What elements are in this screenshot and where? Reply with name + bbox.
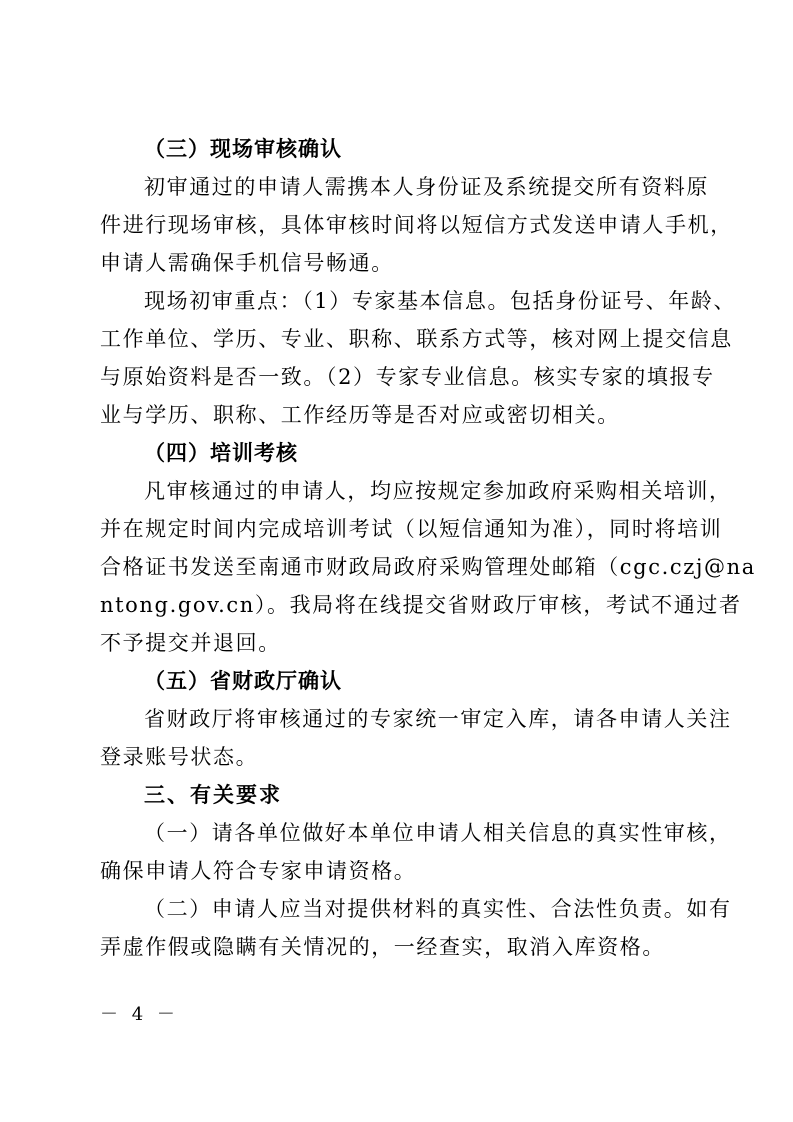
section-heading-onsite-review: （三）现场审核确认: [144, 137, 342, 161]
paragraph-line: 工作单位、学历、专业、职称、联系方式等，核对网上提交信息: [100, 327, 733, 351]
paragraph-line: 件进行现场审核，具体审核时间将以短信方式发送申请人手机，: [100, 213, 733, 237]
paragraph-line: （二）申请人应当对提供材料的真实性、合法性负责。如有: [144, 897, 732, 921]
paragraph-line: 登录账号状态。: [100, 745, 259, 769]
paragraph-line: （一）请各单位做好本单位申请人相关信息的真实性审核，: [144, 821, 732, 845]
paragraph-line: 现场初审重点：（1）专家基本信息。包括身份证号、年龄、: [144, 289, 737, 313]
section-heading-training: （四）培训考核: [144, 441, 298, 465]
paragraph-line: 业与学历、职称、工作经历等是否对应或密切相关。: [100, 403, 620, 427]
paragraph-line: 合格证书发送至南通市财政局政府采购管理处邮箱（cgc.czj@na: [100, 555, 756, 579]
paragraph-line: 不予提交并退回。: [100, 631, 281, 655]
paragraph-line: 凡审核通过的申请人，均应按规定参加政府采购相关培训，: [144, 479, 732, 503]
part-heading-requirements: 三、有关要求: [144, 783, 282, 807]
paragraph-training: [100, 472, 756, 662]
paragraph-line: 并在规定时间内完成培训考试（以短信通知为准），同时将培训: [100, 517, 723, 541]
paragraph-requirement-2: [100, 890, 732, 966]
paragraph-provincial-confirmation: [100, 700, 732, 776]
paragraph-line: 弄虚作假或隐瞒有关情况的，一经查实，取消入库资格。: [100, 935, 665, 959]
page-number: － 4 －: [100, 1004, 179, 1025]
paragraph-line: ntong.gov.cn）。我局将在线提交省财政厅审核，考试不通过者: [100, 593, 742, 617]
paragraph-onsite-review: [100, 168, 733, 282]
document-body: [100, 130, 756, 966]
paragraph-requirement-1: [100, 814, 732, 890]
paragraph-line: 确保申请人符合专家申请资格。: [100, 859, 417, 883]
paragraph-line: 与原始资料是否一致。（2）专家专业信息。核实专家的填报专: [100, 365, 715, 389]
paragraph-line: 申请人需确保手机信号畅通。: [100, 251, 394, 275]
paragraph-line: 省财政厅将审核通过的专家统一审定入库，请各申请人关注: [144, 707, 732, 731]
paragraph-line: 初审通过的申请人需携本人身份证及系统提交所有资料原: [144, 175, 709, 199]
section-heading-provincial-confirmation: （五）省财政厅确认: [144, 669, 342, 693]
paragraph-onsite-focus: [100, 282, 737, 434]
